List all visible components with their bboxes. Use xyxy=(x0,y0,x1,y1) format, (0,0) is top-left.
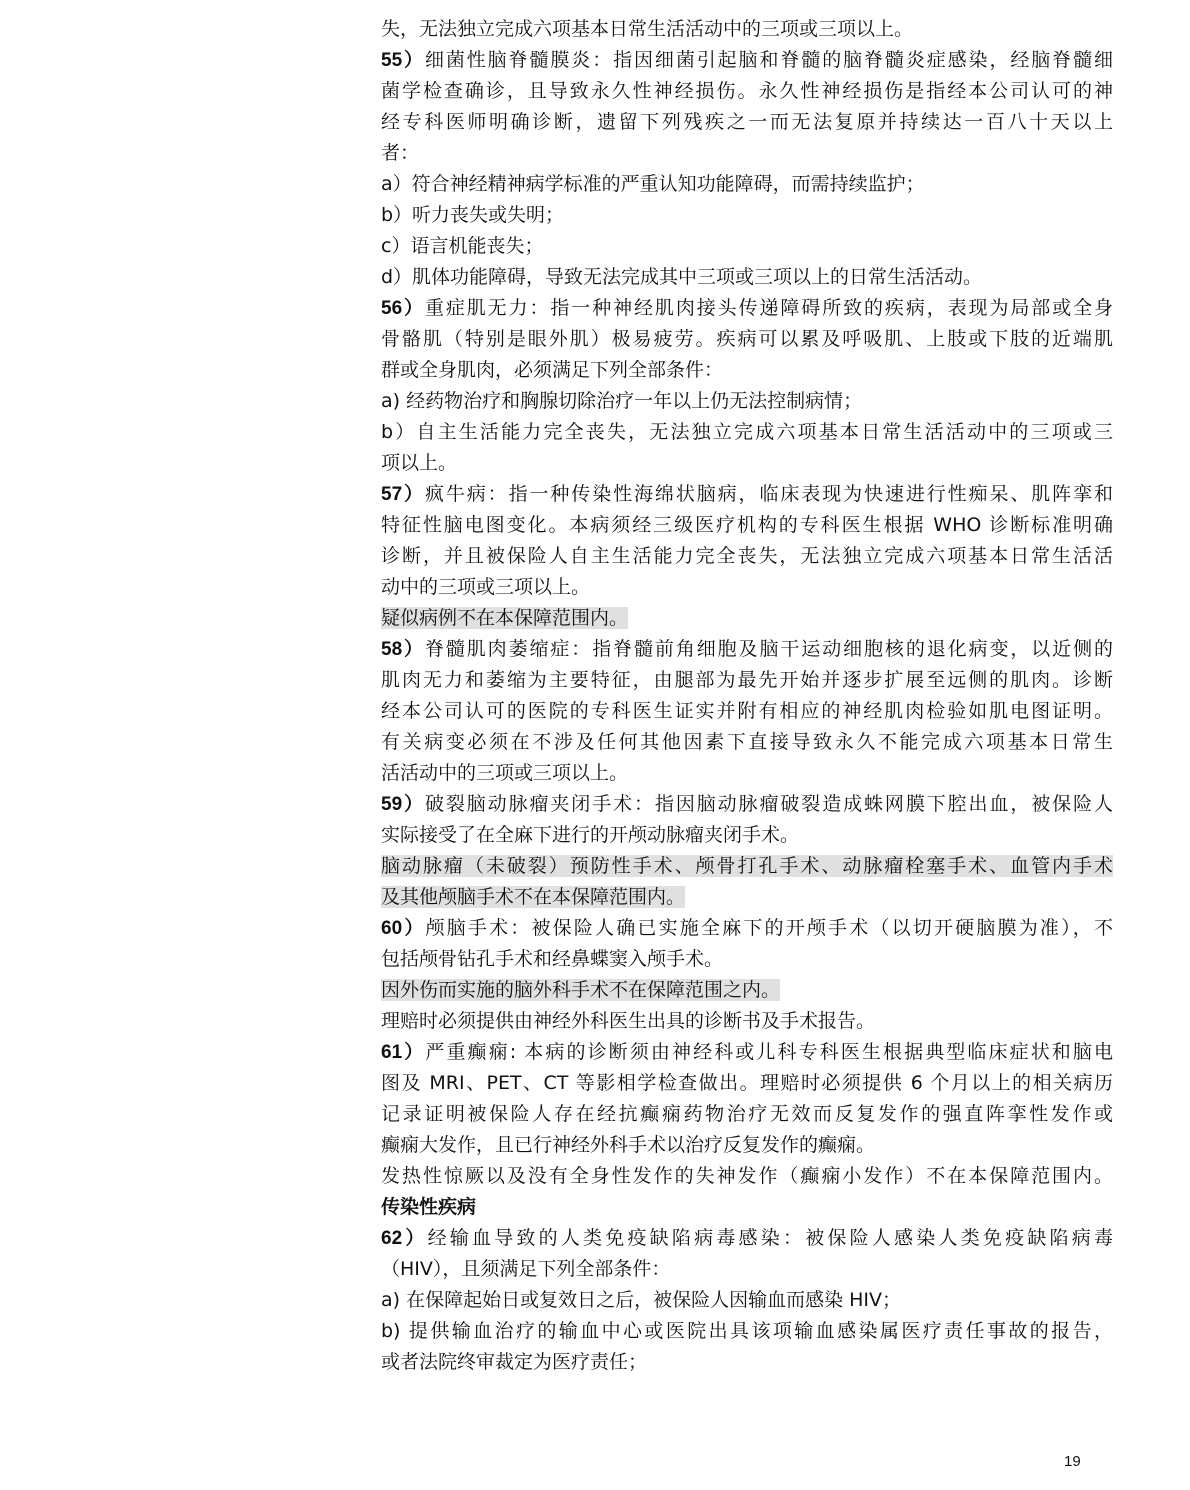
document-body xyxy=(381,14,1113,1378)
line-text: 失，无法独立完成六项基本日常生活活动中的三项或三项以上。 xyxy=(381,18,914,40)
line-text: 发热性惊厥以及没有全身性发作的失神发作（癫痫小发作）不在本保障范围内。 xyxy=(381,1165,1113,1187)
text-line xyxy=(381,1285,1113,1316)
text-line xyxy=(381,1316,1113,1347)
line-text: 或者法院终审裁定为医疗责任； xyxy=(381,1351,648,1373)
line-text: 脑动脉瘤（未破裂）预防性手术、颅骨打孔手术、动脉瘤栓塞手术、血管内手术 xyxy=(381,855,1113,877)
text-line xyxy=(381,665,1113,696)
line-text: c）语言机能丧失； xyxy=(381,235,544,257)
line-text: 记录证明被保险人存在经抗癫痫药物治疗无效而反复发作的强直阵挛性发作或 xyxy=(381,1103,1113,1125)
line-text: 破裂脑动脉瘤夹闭手术：指因脑动脉瘤破裂造成蛛网膜下腔出血，被保险人 xyxy=(424,793,1113,815)
line-text: 细菌性脑脊髓膜炎：指因细菌引起脑和脊髓的脑脊髓炎症感染，经脑脊髓细 xyxy=(424,49,1113,71)
text-line xyxy=(381,944,1113,975)
line-text: 传染性疾病 xyxy=(381,1196,477,1218)
item-number: 60） xyxy=(381,918,426,939)
text-line xyxy=(381,696,1113,727)
line-text: 包括颅骨钻孔手术和经鼻蝶窦入颅手术。 xyxy=(381,948,724,970)
text-line xyxy=(381,882,1113,913)
line-text: 及其他颅脑手术不在本保障范围内。 xyxy=(381,886,686,908)
text-line xyxy=(381,603,1113,634)
line-text: d）肌体功能障碍，导致无法完成其中三项或三项以上的日常生活活动。 xyxy=(381,266,983,288)
text-line xyxy=(381,448,1113,479)
text-line xyxy=(381,789,1113,820)
line-text: 者： xyxy=(381,142,420,164)
line-text: 脊髓肌肉萎缩症：指脊髓前角细胞及脑干运动细胞核的退化病变，以近侧的 xyxy=(424,638,1113,660)
item-number: 57） xyxy=(381,484,425,505)
text-line xyxy=(381,758,1113,789)
text-line xyxy=(381,293,1113,324)
text-line xyxy=(381,1006,1113,1037)
text-line xyxy=(381,634,1113,665)
item-number: 62） xyxy=(381,1228,428,1249)
text-line xyxy=(381,479,1113,510)
text-line xyxy=(381,510,1113,541)
item-number: 56） xyxy=(381,298,425,319)
line-text: 菌学检查确诊，且导致永久性神经损伤。永久性神经损伤是指经本公司认可的神 xyxy=(381,80,1113,102)
text-line xyxy=(381,727,1113,758)
highlighted-text xyxy=(381,855,1113,877)
highlighted-text xyxy=(381,607,628,629)
text-line xyxy=(381,975,1113,1006)
line-text: a) 在保障起始日或复效日之后，被保险人因输血而感染 HIV； xyxy=(381,1289,902,1311)
text-line xyxy=(381,76,1113,107)
line-text: 诊断，并且被保险人自主生活能力完全丧失，无法独立完成六项基本日常生活活 xyxy=(381,545,1113,567)
line-text: 骨骼肌（特别是眼外肌）极易疲劳。疾病可以累及呼吸肌、上肢或下肢的近端肌 xyxy=(381,328,1113,350)
line-text: 活活动中的三项或三项以上。 xyxy=(381,762,629,784)
line-text: 疑似病例不在本保障范围内。 xyxy=(381,607,629,629)
item-number: 61） xyxy=(381,1042,426,1063)
line-text: 因外伤而实施的脑外科手术不在保障范围之内。 xyxy=(381,979,781,1001)
text-line xyxy=(381,231,1113,262)
line-text: b) 提供输血治疗的输血中心或医院出具该项输血感染属医疗责任事故的报告， xyxy=(381,1320,1113,1342)
text-line xyxy=(381,169,1113,200)
line-text: 实际接受了在全麻下进行的开颅动脉瘤夹闭手术。 xyxy=(381,824,800,846)
text-line xyxy=(381,200,1113,231)
line-text: b）自主生活能力完全丧失，无法独立完成六项基本日常生活活动中的三项或三 xyxy=(381,421,1113,443)
item-number: 59） xyxy=(381,794,425,815)
text-line xyxy=(381,45,1113,76)
line-text: 肌肉无力和萎缩为主要特征，由腿部为最先开始并逐步扩展至远侧的肌肉。诊断 xyxy=(381,669,1113,691)
line-text: 群或全身肌肉，必须满足下列全部条件： xyxy=(381,359,724,381)
text-line xyxy=(381,913,1113,944)
line-text: a）符合神经精神病学标准的严重认知功能障碍，而需持续监护； xyxy=(381,173,925,195)
text-line xyxy=(381,417,1113,448)
item-number: 58） xyxy=(381,639,425,660)
section-heading xyxy=(381,1192,1113,1223)
text-line xyxy=(381,1037,1113,1068)
text-line xyxy=(381,572,1113,603)
line-text: 项以上。 xyxy=(381,452,458,474)
highlighted-text xyxy=(381,886,685,908)
line-text: 图及 MRI、PET、CT 等影相学检查做出。理赔时必须提供 6 个月以上的相关病历 xyxy=(381,1072,1113,1094)
line-text: 癫痫大发作，且已行神经外科手术以治疗反复发作的癫痫。 xyxy=(381,1134,876,1156)
line-text: 颅脑手术：被保险人确已实施全麻下的开颅手术（以切开硬脑膜为准），不 xyxy=(425,917,1113,939)
text-line xyxy=(381,324,1113,355)
text-line xyxy=(381,1254,1113,1285)
text-line xyxy=(381,107,1113,138)
line-text: b）听力丧失或失明； xyxy=(381,204,565,226)
line-text: 重症肌无力：指一种神经肌肉接头传递障碍所致的疾病，表现为局部或全身 xyxy=(424,297,1113,319)
page-number: 19 xyxy=(1064,1453,1081,1470)
line-text: 有关病变必须在不涉及任何其他因素下直接导致永久不能完成六项基本日常生 xyxy=(381,731,1113,753)
text-line xyxy=(381,355,1113,386)
line-text: 经输血导致的人类免疫缺陷病毒感染：被保险人感染人类免疫缺陷病毒 xyxy=(427,1227,1113,1249)
line-text: a) 经药物治疗和胸腺切除治疗一年以上仍无法控制病情； xyxy=(381,390,863,412)
text-line xyxy=(381,262,1113,293)
text-line xyxy=(381,14,1113,45)
line-text: 特征性脑电图变化。本病须经三级医疗机构的专科医生根据 WHO 诊断标准明确 xyxy=(381,514,1113,536)
text-line xyxy=(381,1068,1113,1099)
highlighted-text xyxy=(381,979,780,1001)
line-text: 疯牛病：指一种传染性海绵状脑病，临床表现为快速进行性痴呆、肌阵挛和 xyxy=(424,483,1113,505)
line-text: 动中的三项或三项以上。 xyxy=(381,576,591,598)
text-line xyxy=(381,386,1113,417)
text-line xyxy=(381,1223,1113,1254)
text-line xyxy=(381,138,1113,169)
text-line xyxy=(381,1347,1113,1378)
line-text: （HIV），且须满足下列全部条件： xyxy=(381,1258,671,1280)
line-text: 理赔时必须提供由神经外科医生出具的诊断书及手术报告。 xyxy=(381,1010,876,1032)
line-text: 经本公司认可的医院的专科医生证实并附有相应的神经肌肉检验如肌电图证明。 xyxy=(381,700,1113,722)
text-line xyxy=(381,1099,1113,1130)
text-line xyxy=(381,851,1113,882)
text-line xyxy=(381,1130,1113,1161)
text-line xyxy=(381,820,1113,851)
item-number: 55） xyxy=(381,50,425,71)
text-line xyxy=(381,1161,1113,1192)
line-text: 严重癫痫: 本病的诊断须由神经科或儿科专科医生根据典型临床症状和脑电 xyxy=(425,1041,1113,1063)
text-line xyxy=(381,541,1113,572)
line-text: 经专科医师明确诊断，遗留下列残疾之一而无法复原并持续达一百八十天以上 xyxy=(381,111,1113,133)
